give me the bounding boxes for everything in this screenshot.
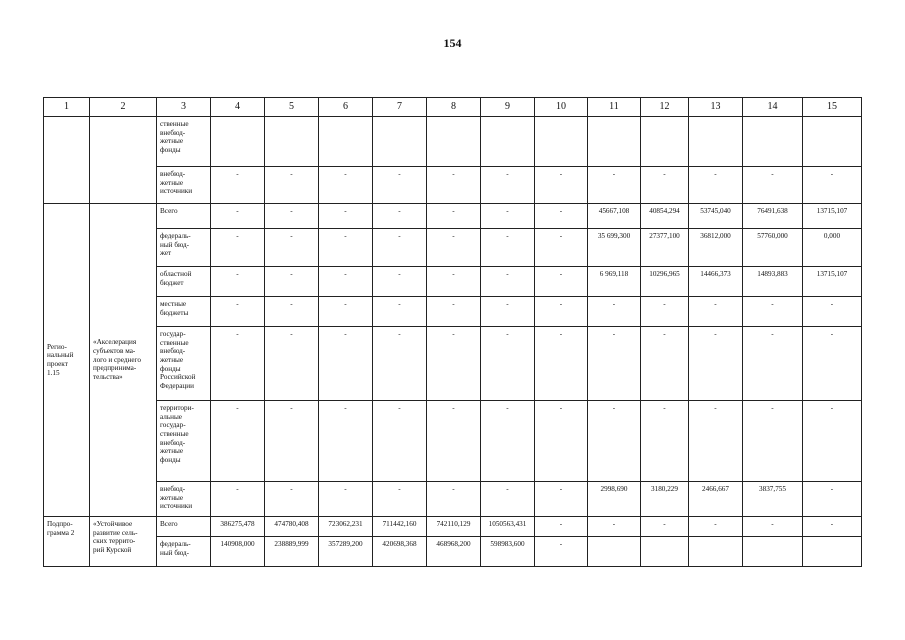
value-cell: - — [588, 401, 641, 482]
value-cell: - — [481, 229, 535, 267]
value-cell: - — [319, 167, 373, 204]
table-row — [44, 327, 862, 401]
row-label: государ- ственные внебюд- жетные фонды Российской Федерации — [157, 327, 211, 401]
value-cell: - — [481, 267, 535, 297]
value-cell: - — [265, 204, 319, 229]
table-row — [44, 517, 862, 537]
value-cell — [803, 537, 862, 567]
value-cell: - — [641, 517, 689, 537]
row-label: местные бюджеты — [157, 297, 211, 327]
value-cell — [265, 117, 319, 167]
section-code: Регио- нальный проект 1.15 — [44, 204, 90, 517]
value-cell — [319, 117, 373, 167]
value-cell: - — [689, 297, 743, 327]
column-header-12: 12 — [641, 98, 689, 117]
value-cell — [588, 117, 641, 167]
value-cell: - — [535, 401, 588, 482]
value-cell: - — [265, 167, 319, 204]
value-cell: - — [373, 167, 427, 204]
value-cell: - — [689, 401, 743, 482]
value-cell: 1050563,431 — [481, 517, 535, 537]
value-cell: - — [535, 167, 588, 204]
section-title — [90, 117, 157, 204]
row-label: областной бюджет — [157, 267, 211, 297]
value-cell: 45667,108 — [588, 204, 641, 229]
page-number: 154 — [443, 36, 462, 50]
value-cell — [689, 117, 743, 167]
value-cell: - — [535, 482, 588, 517]
value-cell: 420698,368 — [373, 537, 427, 567]
column-header-5: 5 — [265, 98, 319, 117]
value-cell: 0,000 — [803, 229, 862, 267]
value-cell: - — [689, 167, 743, 204]
value-cell: 723062,231 — [319, 517, 373, 537]
value-cell: - — [641, 297, 689, 327]
value-cell: 386275,478 — [211, 517, 265, 537]
value-cell: - — [535, 517, 588, 537]
value-cell: - — [803, 297, 862, 327]
value-cell: - — [319, 204, 373, 229]
budget-table — [43, 97, 862, 567]
value-cell: - — [743, 297, 803, 327]
value-cell: - — [481, 327, 535, 401]
value-cell: - — [211, 204, 265, 229]
value-cell: 76491,638 — [743, 204, 803, 229]
value-cell: 13715,107 — [803, 267, 862, 297]
value-cell: - — [803, 482, 862, 517]
value-cell: 53745,040 — [689, 204, 743, 229]
table-body — [44, 98, 862, 567]
section-code: Подпро- грамма 2 — [44, 517, 90, 567]
row-label: федераль- ный бюд- жет — [157, 229, 211, 267]
value-cell — [641, 537, 689, 567]
value-cell: 36812,000 — [689, 229, 743, 267]
value-cell: - — [803, 327, 862, 401]
table-row — [44, 482, 862, 517]
value-cell: - — [427, 401, 481, 482]
value-cell: - — [265, 482, 319, 517]
value-cell — [803, 117, 862, 167]
value-cell: - — [427, 482, 481, 517]
value-cell: - — [481, 482, 535, 517]
value-cell: 57760,000 — [743, 229, 803, 267]
value-cell: - — [373, 267, 427, 297]
value-cell: 40854,294 — [641, 204, 689, 229]
value-cell: - — [373, 204, 427, 229]
column-header-10: 10 — [535, 98, 588, 117]
section-code — [44, 117, 90, 204]
value-cell: - — [588, 297, 641, 327]
column-header-4: 4 — [211, 98, 265, 117]
value-cell: - — [373, 297, 427, 327]
value-cell: 10296,965 — [641, 267, 689, 297]
section-title: «Устойчивое развитие сель- ских террито- рий Курской — [90, 517, 157, 567]
value-cell — [211, 117, 265, 167]
column-header-3: 3 — [157, 98, 211, 117]
table-row — [44, 267, 862, 297]
value-cell — [743, 537, 803, 567]
value-cell: - — [535, 267, 588, 297]
row-label: внебюд- жетные источники — [157, 482, 211, 517]
column-header-11: 11 — [588, 98, 641, 117]
value-cell: - — [265, 267, 319, 297]
column-header-9: 9 — [481, 98, 535, 117]
row-label: Всего — [157, 517, 211, 537]
column-header-15: 15 — [803, 98, 862, 117]
value-cell: 35 699,300 — [588, 229, 641, 267]
value-cell: 3180,229 — [641, 482, 689, 517]
table-row — [44, 229, 862, 267]
value-cell: - — [427, 204, 481, 229]
value-cell: - — [535, 327, 588, 401]
value-cell: - — [373, 401, 427, 482]
value-cell: - — [211, 482, 265, 517]
row-label: федераль- ный бюд- — [157, 537, 211, 567]
value-cell: - — [588, 517, 641, 537]
value-cell: - — [427, 297, 481, 327]
value-cell: - — [319, 482, 373, 517]
value-cell: 238889,999 — [265, 537, 319, 567]
value-cell: - — [211, 229, 265, 267]
value-cell: - — [743, 401, 803, 482]
value-cell: - — [427, 327, 481, 401]
value-cell: - — [427, 267, 481, 297]
value-cell: - — [373, 327, 427, 401]
value-cell: 14893,883 — [743, 267, 803, 297]
value-cell: 2998,690 — [588, 482, 641, 517]
value-cell — [535, 117, 588, 167]
table-row — [44, 167, 862, 204]
column-header-6: 6 — [319, 98, 373, 117]
value-cell: - — [803, 401, 862, 482]
value-cell: - — [265, 401, 319, 482]
value-cell: - — [319, 267, 373, 297]
value-cell: - — [803, 167, 862, 204]
column-header-1: 1 — [44, 98, 90, 117]
value-cell: - — [211, 327, 265, 401]
row-label: территори- альные государ- ственные внебюд- жетные фонды — [157, 401, 211, 482]
value-cell: - — [481, 204, 535, 229]
value-cell: - — [265, 327, 319, 401]
column-header-8: 8 — [427, 98, 481, 117]
value-cell: - — [588, 327, 641, 401]
value-cell — [743, 117, 803, 167]
value-cell: 474780,408 — [265, 517, 319, 537]
value-cell: 140908,000 — [211, 537, 265, 567]
value-cell: 742110,129 — [427, 517, 481, 537]
value-cell: - — [588, 167, 641, 204]
value-cell: - — [427, 229, 481, 267]
value-cell: - — [743, 167, 803, 204]
value-cell: - — [319, 297, 373, 327]
column-header-2: 2 — [90, 98, 157, 117]
value-cell: 3837,755 — [743, 482, 803, 517]
value-cell: 468968,200 — [427, 537, 481, 567]
value-cell: - — [535, 204, 588, 229]
value-cell: 6 969,118 — [588, 267, 641, 297]
value-cell: - — [481, 297, 535, 327]
value-cell: - — [803, 517, 862, 537]
value-cell: 14466,373 — [689, 267, 743, 297]
column-header-7: 7 — [373, 98, 427, 117]
value-cell — [588, 537, 641, 567]
value-cell: - — [641, 167, 689, 204]
value-cell: - — [211, 401, 265, 482]
value-cell: - — [535, 229, 588, 267]
row-label: ственные внебюд- жетные фонды — [157, 117, 211, 167]
value-cell: 357289,200 — [319, 537, 373, 567]
table-row — [44, 401, 862, 482]
value-cell: - — [641, 327, 689, 401]
value-cell: - — [427, 167, 481, 204]
value-cell: - — [535, 537, 588, 567]
value-cell: 598983,600 — [481, 537, 535, 567]
value-cell: 711442,160 — [373, 517, 427, 537]
table-row — [44, 117, 862, 167]
value-cell: - — [743, 327, 803, 401]
column-header-13: 13 — [689, 98, 743, 117]
value-cell: - — [689, 517, 743, 537]
value-cell: 13715,107 — [803, 204, 862, 229]
value-cell: - — [481, 167, 535, 204]
header-row — [44, 98, 862, 117]
value-cell: 27377,100 — [641, 229, 689, 267]
value-cell: - — [211, 297, 265, 327]
value-cell: - — [535, 297, 588, 327]
value-cell: - — [211, 167, 265, 204]
value-cell — [641, 117, 689, 167]
value-cell — [689, 537, 743, 567]
column-header-14: 14 — [743, 98, 803, 117]
section-title: «Акселерация субъектов ма- лого и среднего предпринима- тельства» — [90, 204, 157, 517]
value-cell: - — [265, 297, 319, 327]
value-cell: - — [373, 229, 427, 267]
table-row — [44, 297, 862, 327]
value-cell: 2466,667 — [689, 482, 743, 517]
value-cell: - — [641, 401, 689, 482]
value-cell: - — [211, 267, 265, 297]
row-label: внебюд- жетные источники — [157, 167, 211, 204]
value-cell — [427, 117, 481, 167]
value-cell — [373, 117, 427, 167]
value-cell: - — [481, 401, 535, 482]
table-row — [44, 537, 862, 567]
table-row — [44, 204, 862, 229]
value-cell — [481, 117, 535, 167]
value-cell: - — [265, 229, 319, 267]
value-cell: - — [689, 327, 743, 401]
value-cell: - — [319, 327, 373, 401]
value-cell: - — [319, 229, 373, 267]
value-cell: - — [743, 517, 803, 537]
value-cell: - — [373, 482, 427, 517]
value-cell: - — [319, 401, 373, 482]
row-label: Всего — [157, 204, 211, 229]
